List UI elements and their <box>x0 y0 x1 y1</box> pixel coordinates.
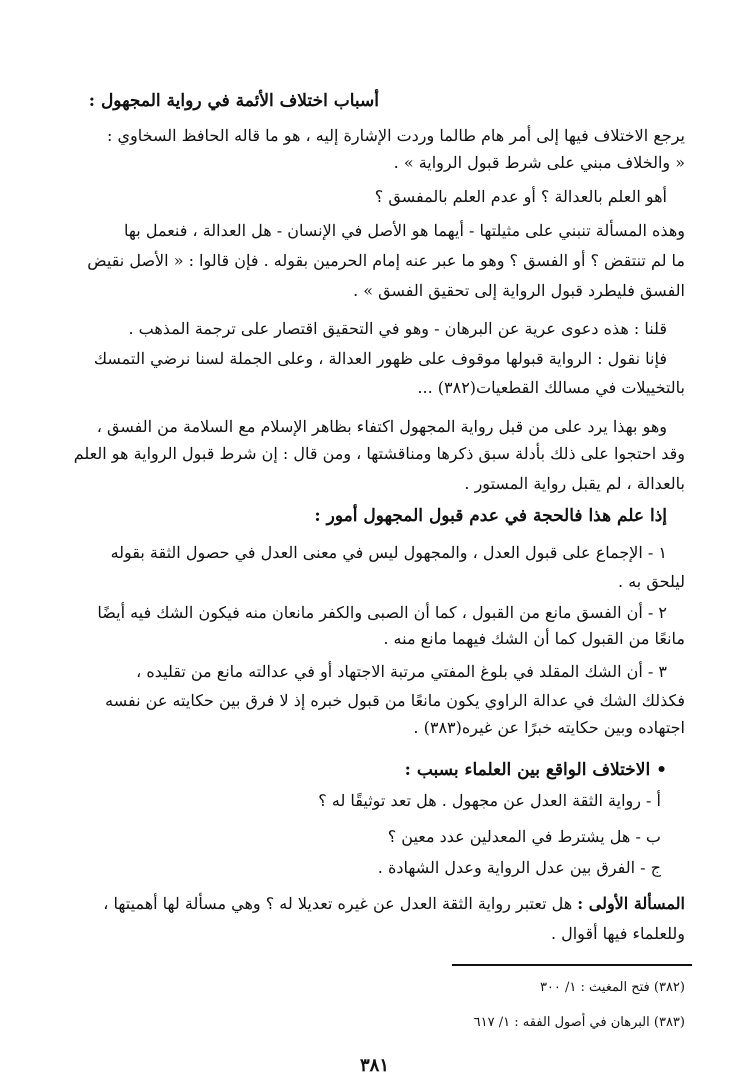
list-item: ج - الفرق بين عدل الرواية وعدل الشهادة . <box>377 858 661 877</box>
page-number: ٣٨١ <box>360 1055 390 1076</box>
footnote-divider <box>452 964 692 966</box>
paragraph-line: وللعلماء فيها أقوال . <box>550 924 685 943</box>
paragraph-line: ليلحق به . <box>618 572 685 591</box>
paragraph-line: وهذه المسألة تنبني على مثيلتها - أيهما هو الأصل في الإنسان - هل العدالة ، فنعمل بها <box>124 221 685 240</box>
list-item: ٢ - أن الفسق مانع من القبول ، كما أن الصبى والكفر مانعان منه فيكون الشك فيه أيضًا <box>97 603 667 622</box>
paragraph-line: وهو بهذا يرد على من قبل رواية المجهول اكتفاء بظاهر الإسلام مع السلامة من الفسق ، <box>96 417 667 436</box>
list-item: أ - رواية الثقة العدل عن مجهول . هل تعد توثيقًا له ؟ <box>318 791 661 810</box>
paragraph-line: ما لم تنتقض ؟ أو الفسق ؟ وهو ما عبر عنه إمام الحرمين بقوله . فإن قالوا : « الأصل نقيض <box>87 251 685 270</box>
paragraph-line: يرجع الاختلاف فيها إلى أمر هام طالما وردت الإشارة إليه ، هو ما قاله الحافظ السخاوي : <box>107 126 685 145</box>
paragraph-line: بالتخييلات في مسالك القطعيات(٣٨٢) ... <box>417 378 685 397</box>
section-heading: أسباب اختلاف الأئمة في رواية المجهول : <box>88 91 379 111</box>
paragraph-line <box>103 893 685 915</box>
issue-label: المسألة الأولى : <box>577 894 685 913</box>
paragraph-line: قلنا : هذه دعوى عرية عن البرهان - وهو في التحقيق اقتصار على ترجمة المذهب . <box>128 319 667 338</box>
paragraph-line: أهو العلم بالعدالة ؟ أو عدم العلم بالمفسق ؟ <box>374 187 667 206</box>
list-item: ٣ - أن الشك المقلد في بلوغ المفتي مرتبة الاجتهاد أو في عدالته مانع من تقليده ، <box>136 662 667 681</box>
footnote: (٣٨٢) فتح المغيث : ١/ ٣٠٠ <box>539 980 685 995</box>
paragraph-line: « والخلاف مبني على شرط قبول الرواية » . <box>393 153 685 172</box>
list-item: ١ - الإجماع على قبول العدل ، والمجهول ليس في معنى العدل في حصول الثقة بقوله <box>110 543 667 562</box>
issue-text: هل تعتبر رواية الثقة العدل عن غيره تعديلا له ؟ وهي مسألة لها أهميتها ، <box>103 894 573 913</box>
subsection-heading: • الاختلاف الواقع بين العلماء بسبب : <box>404 760 667 780</box>
subsection-heading: إذا علم هذا فالحجة في عدم قبول المجهول أمور : <box>314 506 667 526</box>
paragraph-line: اجتهاده وبين حكايته خبرًا عن غيره(٣٨٣) . <box>413 718 685 737</box>
list-item: ب - هل يشترط في المعدلين عدد معين ؟ <box>387 827 661 846</box>
paragraph-line: الفسق فليطرد قبول الرواية إلى تحقيق الفسق » . <box>353 281 685 300</box>
paragraph-line: بالعدالة ، لم يقبل رواية المستور . <box>464 474 685 493</box>
paragraph-line: مانعًا من القبول كما أن الشك فيهما مانع منه . <box>383 629 685 648</box>
paragraph-line: فكذلك الشك في عدالة الراوي يكون مانعًا من قبول خبره إذ لا فرق بين حكايته عن نفسه <box>105 691 685 710</box>
paragraph-line: وقد احتجوا على ذلك بأدلة سبق ذكرها ومناقشتها ، ومن قال : إن شرط قبول الرواية هو العلم <box>73 444 685 463</box>
footnote: (٣٨٣) البرهان في أصول الفقه : ١/ ٦١٧ <box>473 1015 685 1030</box>
paragraph-line: فإنا نقول : الرواية قبولها موقوف على ظهور العدالة ، وعلى الجملة لسنا نرضي التمسك <box>93 349 667 368</box>
